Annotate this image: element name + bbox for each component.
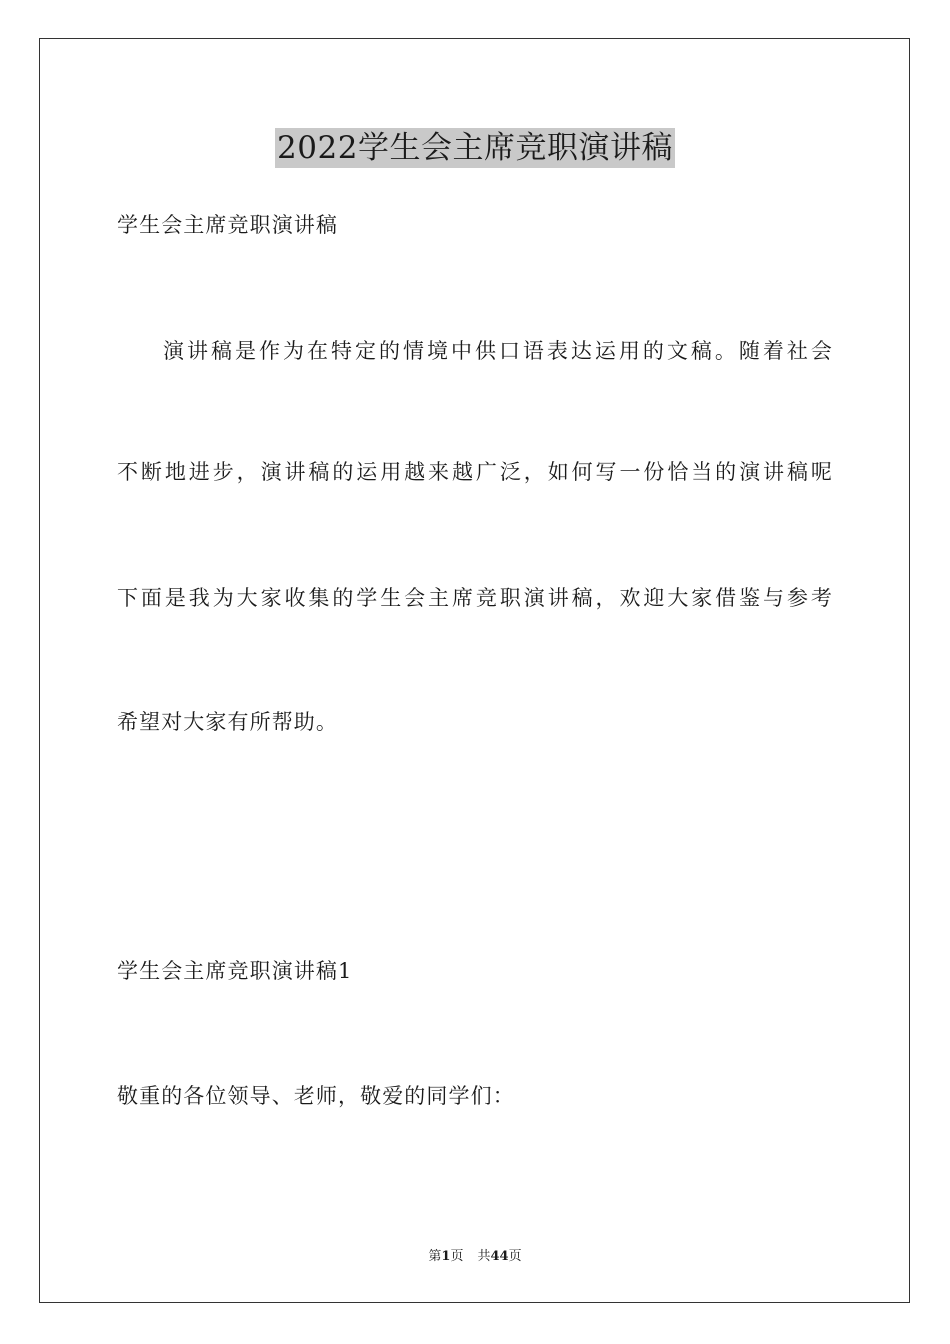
document-title: 2022学生会主席竞职演讲稿 <box>277 130 673 166</box>
greeting-line: 敬重的各位领导、老师，敬爱的同学们： <box>117 1084 515 1108</box>
section-heading: 学生会主席竞职演讲稿1 <box>117 959 353 983</box>
footer-total-unit: 页 <box>508 1249 522 1264</box>
page-footer <box>0 1248 950 1266</box>
intro-paragraph-line-1: 演讲稿是作为在特定的情境中供口语表达运用的文稿。随着社会 <box>163 339 833 363</box>
footer-page-current: 1 <box>441 1249 451 1264</box>
footer-total-prefix: 共 <box>477 1249 491 1264</box>
document-subtitle: 学生会主席竞职演讲稿 <box>117 213 338 237</box>
intro-paragraph-line-4: 希望对大家有所帮助。 <box>117 710 338 734</box>
footer-page-unit: 页 <box>450 1249 464 1264</box>
title-container <box>0 128 950 168</box>
intro-paragraph-line-3: 下面是我为大家收集的学生会主席竞职演讲稿，欢迎大家借鉴与参考 <box>117 586 833 610</box>
footer-page-prefix: 第 <box>428 1249 442 1264</box>
intro-paragraph-line-2: 不断地进步，演讲稿的运用越来越广泛，如何写一份恰当的演讲稿呢 <box>117 460 833 484</box>
footer-page-total: 44 <box>490 1249 509 1264</box>
